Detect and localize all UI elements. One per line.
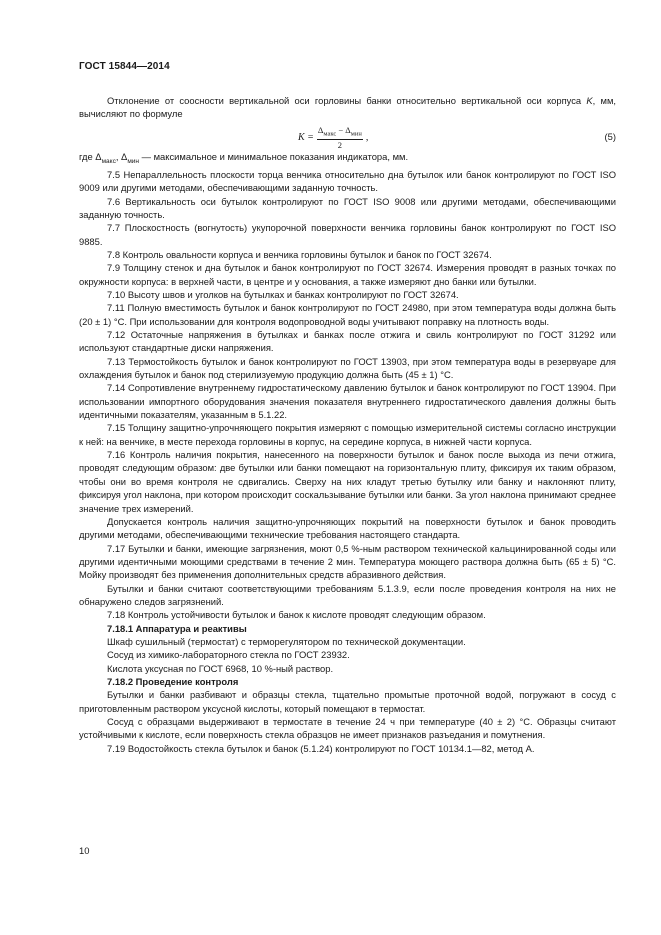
paragraph-7-7: 7.7 Плоскостность (вогнутость) укупорочной поверхности венчика горловины банок контролируют по ГОСТ ISO 9885. <box>79 222 616 247</box>
paragraph-7-14: 7.14 Сопротивление внутреннему гидростатическому давлению бутылок и банок контролируют по ГОСТ 13904. При использовании импортного оборудования значения показателя внутреннего гидростатического давления должны быть идентичными показателям, указанным в 5.1.22. <box>79 382 616 421</box>
paragraph-7-16: 7.16 Контроль наличия покрытия, нанесенного на поверхности бутылок и банок после выхода из печи отжига, проводят следующим образом: две бутылки или банки помещают на горизонтальную плиту, фиксируя их таким образом, чтобы они во время контроля не сдвигались. Сверху на них кладут третью бутылку или банку и наклоняют плиту, фиксируя угол наклона, при котором происходит соскальзывание бутылки или банки. За угол наклона принимают среднее значение трех измерений. <box>79 449 616 514</box>
page-number: 10 <box>79 845 90 856</box>
paragraph-7-17-note: Бутылки и банки считают соответствующими требованиям 5.1.3.9, если после проведения контроля на них не обнаружено следов загрязнений. <box>79 582 616 607</box>
where-paragraph: где $\Delta_{макс}$, $\Delta_{мин}$ — максимальное и минимальное показания индикатора, мм. <box>79 150 409 165</box>
formula-number: (5) <box>604 130 616 142</box>
paragraph-7-15: 7.15 Толщину защитно-упрочняющего покрытия измеряют с помощью измерительной системы согласно инструкции к ней: на венчике, в месте перехода горловины в корпус, на середине корпуса, в нижней части корпуса. <box>79 422 616 447</box>
variable-k: K <box>586 95 593 106</box>
paragraph-7-5: 7.5 Непараллельность плоскости торца венчика относительно дна бутылок или банок контролируют по ГОСТ ISO 9009 или другими методами, обеспечивающими заданную точность. <box>79 168 616 194</box>
paragraph-7-6: 7.6 Вертикальность оси бутылок контролируют по ГОСТ ISO 9008 или другими методами, обеспечивающими заданную точность. <box>79 195 616 220</box>
formula-fraction <box>317 125 363 151</box>
apparatus-item: Шкаф сушильный (термостат) с терморегулятором по технической документации. <box>107 635 466 647</box>
apparatus-item: Кислота уксусная по ГОСТ 6968, 10 %-ный раствор. <box>107 662 334 674</box>
subsection-7-18-1-title: 7.18.1 Аппаратура и реактивы <box>107 622 247 634</box>
paragraph-7-9: 7.9 Толщину стенок и дна бутылок и банок контролируют по ГОСТ 32674. Измерения проводят в разных точках по окружности корпуса: в верхней части, в центре и у основания, а также измеряют дно банки или бутылки. <box>79 262 616 287</box>
paragraph-7-11: 7.11 Полную вместимость бутылок и банок контролируют по ГОСТ 24980, при этом температура воды должна быть (20 ± 1) °С. При использовании для контроля водопроводной воды учитывают поправку на плотность воды. <box>79 302 616 327</box>
paragraph-7-12: 7.12 Остаточные напряжения в бутылках и банках после отжига и свиль контролируют по ГОСТ 31292 или используют стандартные диски напряжения. <box>79 329 616 354</box>
document-body <box>79 94 616 755</box>
paragraph-7-18: 7.18 Контроль устойчивости бутылок и банок к кислоте проводят следующим образом. <box>107 609 486 621</box>
formula-lhs: K = <box>298 131 314 143</box>
paragraph-7-19: 7.19 Водостойкость стекла бутылок и банок (5.1.24) контролируют по ГОСТ 10134.1—82, метод А. <box>107 742 535 754</box>
document-header: ГОСТ 15844—2014 <box>79 61 170 72</box>
procedure-paragraph: Бутылки и банки разбивают и образцы стекла, тщательно промытые проточной водой, погружают в сосуд с приготовленным раствором уксусной кислоты, который помещают в термостат. <box>79 689 616 714</box>
paragraph-7-13: 7.13 Термостойкость бутылок и банок контролируют по ГОСТ 13903, при этом температура воды в резервуаре для охлаждения бутылок и банок под стерилизуемую продукцию должна быть (45 ± 1) °С. <box>79 355 616 381</box>
formula-5: K = $\frac{\Delta_{макс} - \Delta_{мин}}{2}$ , (5) <box>298 124 616 151</box>
formula-denominator: 2 <box>337 140 342 151</box>
subsection-7-18-2-title: 7.18.2 Проведение контроля <box>107 675 239 687</box>
apparatus-item: Сосуд из химико-лабораторного стекла по ГОСТ 23932. <box>107 649 350 661</box>
paragraph-7-16-note: Допускается контроль наличия защитно-упрочняющих покрытий на поверхности бутылок и банок проводить другими методами, обеспечивающими технические требования настоящего стандарта. <box>79 515 616 541</box>
paragraph-7-8: 7.8 Контроль овальности корпуса и венчика горловины бутылок и банок по ГОСТ 32674. <box>107 248 492 260</box>
paragraph-7-17: 7.17 Бутылки и банки, имеющие загрязнения, моют 0,5 %-ным раствором технической кальцинированной соды или другими идентичными моющими средствами в течение 2 мин. Температура моющего раствора должна быть (65 ± 5) °С. Мойку производят без применения дополнительных средств абразивного действия. <box>79 542 616 581</box>
paragraph-7-10: 7.10 Высоту швов и уголков на бутылках и банках контролируют по ГОСТ 32674. <box>107 289 459 300</box>
intro-paragraph: Отклонение от соосности вертикальной оси горловины банки относительно вертикальной оси корпуса K, мм, вычисляют по формуле <box>79 95 616 120</box>
procedure-paragraph: Сосуд с образцами выдерживают в термостате в течение 24 ч при температуре (40 ± 2) °С. Образцы считают устойчивыми к кислоте, если поверхность стекла образцов не имеет признаков разъедания и помутнения. <box>79 716 616 741</box>
formula-numerator: $\Delta_{макс} - \Delta_{мин}$ <box>317 125 363 141</box>
